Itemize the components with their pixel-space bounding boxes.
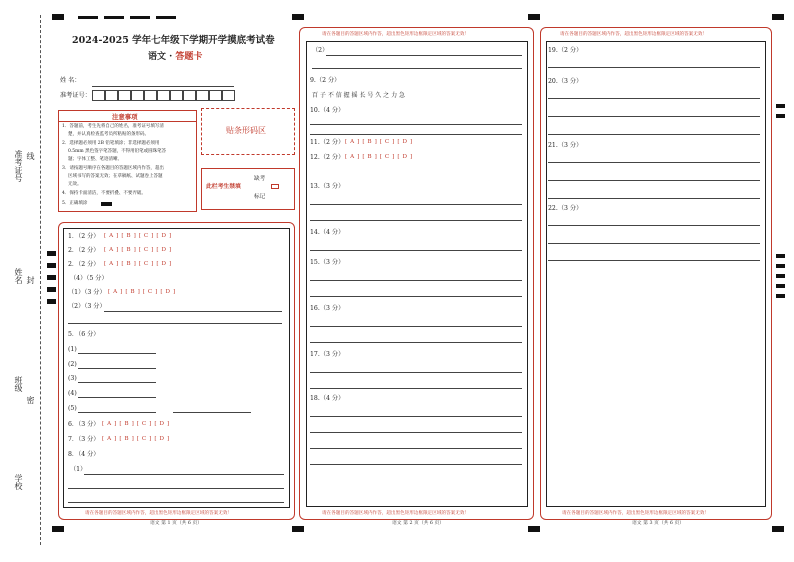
q5-1-label: (1): [68, 346, 77, 353]
q5-label: 5．（6 分）: [68, 331, 100, 338]
timing-mark: [772, 526, 784, 532]
q12-options[interactable]: [ A ] [ B ] [ C ] [ D ]: [345, 154, 413, 160]
answer-line[interactable]: [310, 280, 522, 281]
answer-line[interactable]: [310, 464, 522, 465]
q7-options[interactable]: [ A ] [ B ] [ C ] [ D ]: [102, 436, 170, 442]
q3-label: 2．（2 分）: [68, 261, 100, 268]
boundary-warning: 请在各题目的答题区域内作答，超出黑色矩形边框限定区域的答案无效！: [85, 511, 233, 516]
q7-label: 7．（3 分）: [68, 436, 100, 443]
answer-line[interactable]: [310, 416, 522, 417]
q4-2-label: （2）（3 分）: [68, 303, 106, 310]
timing-mark: [528, 14, 540, 20]
answer-line[interactable]: [78, 368, 156, 369]
q9-label: 9.（2 分）: [310, 77, 341, 84]
answer-line[interactable]: [78, 397, 156, 398]
answer-line[interactable]: [548, 243, 760, 244]
timing-mark: [52, 14, 64, 20]
q4-1-label: （1）（3 分）: [68, 289, 106, 296]
absent-box: [201, 168, 295, 210]
answer-line[interactable]: [548, 260, 760, 261]
q14-label: 14.（4 分）: [310, 229, 345, 236]
timing-mark: [528, 526, 540, 532]
q5-4-label: (4): [68, 390, 77, 397]
q12-label: 12.（2 分）: [310, 154, 345, 161]
notice-item: 楚，并认真检查监考员所粘贴的条形码。: [68, 132, 149, 137]
notice-item: 题；字体工整、笔迹清晰。: [68, 157, 122, 162]
timing-mark: [104, 16, 124, 19]
absent-mark-top: 缺考: [254, 176, 266, 182]
boundary-warning: 请在各题目的答题区域内作答，超出黑色矩形边框限定区域的答案无效！: [562, 511, 710, 516]
q15-label: 15.（3 分）: [310, 259, 345, 266]
q22-label: 22.（3 分）: [548, 205, 583, 212]
timing-mark: [47, 251, 56, 256]
timing-mark: [78, 16, 98, 19]
q8-label: 8．（4 分）: [68, 451, 100, 458]
absent-checkbox[interactable]: [271, 184, 279, 189]
side-label-name: 姓名: [14, 268, 23, 284]
answer-line[interactable]: [548, 180, 760, 181]
answer-line[interactable]: [548, 162, 760, 163]
page-footer: 语文 第 1 页（共 6 页）: [150, 521, 203, 526]
answer-line[interactable]: [548, 198, 760, 199]
answer-line[interactable]: [104, 311, 282, 312]
q21-label: 21.（3 分）: [548, 142, 583, 149]
side-label-seal: 封: [26, 276, 35, 284]
q4-label: （4）（5 分）: [70, 275, 108, 282]
q5-3-label: (3): [68, 375, 77, 382]
barcode-area: [201, 108, 295, 155]
name-field[interactable]: [92, 86, 234, 87]
answer-line[interactable]: [310, 448, 522, 449]
q19-label: 19.（2 分）: [548, 47, 583, 54]
timing-mark: [776, 254, 785, 258]
timing-mark: [292, 526, 304, 532]
answer-card-label: 答题卡: [175, 52, 203, 62]
q1-options[interactable]: [ A ] [ B ] [ C ] [ D ]: [104, 233, 172, 239]
page-title: 2024-2025 学年七年级下学期开学摸底考试卷: [72, 35, 275, 46]
timing-mark: [47, 275, 56, 280]
answer-line[interactable]: [68, 488, 284, 489]
q7-2-label: （2）: [312, 47, 329, 54]
q8-1-label: （1）: [70, 466, 87, 473]
side-label-line: 线: [26, 152, 35, 160]
timing-mark: [292, 14, 304, 20]
q1-label: 1．（2 分）: [68, 233, 100, 240]
timing-mark: [47, 287, 56, 292]
answer-line[interactable]: [84, 474, 284, 475]
absent-label: 此栏考生禁填: [206, 184, 241, 190]
q9-characters: 百 子 不 信 握 摇 长 号 久 之 力 急: [312, 92, 405, 99]
answer-line[interactable]: [68, 323, 282, 324]
q3-options[interactable]: [ A ] [ B ] [ C ] [ D ]: [104, 261, 172, 267]
q5-2-label: (2): [68, 361, 77, 368]
q18-label: 18.（4 分）: [310, 395, 345, 402]
answer-line[interactable]: [310, 326, 522, 327]
answer-line[interactable]: [310, 220, 522, 221]
side-label-secret: 密: [26, 396, 35, 404]
q2-options[interactable]: [ A ] [ B ] [ C ] [ D ]: [104, 247, 172, 253]
timing-mark: [52, 526, 64, 532]
side-label-school: 学校: [14, 474, 23, 490]
notice-item: 1．答题前，考生先将自己的姓名，准考证号填写清: [62, 124, 164, 129]
absent-mark-bottom: 标记: [254, 194, 266, 200]
exam-id-boxes[interactable]: [92, 90, 238, 102]
q4-1-options[interactable]: [ A ] [ B ] [ C ] [ D ]: [108, 289, 176, 295]
q17-label: 17.（3 分）: [310, 351, 345, 358]
answer-line[interactable]: [310, 342, 522, 343]
barcode-area-label: 贴条形码区: [226, 126, 266, 135]
boundary-warning: 请在各题目的答题区域内作答，超出黑色矩形边框限定区域的答案无效！: [322, 511, 470, 516]
q6-label: 6．（3 分）: [68, 421, 100, 428]
page-subtitle: [148, 53, 202, 62]
timing-mark: [47, 299, 56, 304]
q2-label: 2．（2 分）: [68, 247, 100, 254]
answer-line[interactable]: [326, 55, 522, 56]
q11-options[interactable]: [ A ] [ B ] [ C ] [ D ]: [345, 139, 413, 145]
answer-line[interactable]: [78, 412, 156, 413]
answer-line[interactable]: [312, 68, 522, 69]
boundary-warning: 请在各题目的答题区域内作答，超出黑色矩形边框限定区域的答案无效！: [560, 32, 708, 37]
timing-mark: [776, 284, 785, 288]
notice-item: 4．保持卡面清洁，不要折叠、不要弄破。: [62, 191, 146, 196]
timing-mark: [156, 16, 176, 19]
answer-line[interactable]: [548, 116, 760, 117]
timing-mark: [776, 104, 785, 108]
q13-label: 13.（3 分）: [310, 183, 345, 190]
notice-item: 3．请按题号顺序在各题目的答题区域内作答，超出: [62, 166, 164, 171]
answer-line[interactable]: [310, 204, 522, 205]
timing-mark: [130, 16, 150, 19]
answer-line[interactable]: [310, 432, 522, 433]
answer-line[interactable]: [310, 134, 522, 135]
q6-options[interactable]: [ A ] [ B ] [ C ] [ D ]: [102, 421, 170, 427]
q20-label: 20.（3 分）: [548, 78, 583, 85]
timing-mark: [47, 263, 56, 268]
answer-line[interactable]: [548, 134, 760, 135]
answer-line[interactable]: [548, 98, 760, 99]
page-footer: 语文 第 3 页（共 6 页）: [632, 521, 685, 526]
answer-line[interactable]: [548, 225, 760, 226]
side-label-id: 准考证号: [14, 150, 23, 182]
answer-line[interactable]: [310, 296, 522, 297]
answer-line[interactable]: [68, 502, 284, 503]
timing-mark: [772, 14, 784, 20]
answer-line[interactable]: [173, 412, 251, 413]
side-label-class: 班级: [14, 376, 23, 392]
answer-line[interactable]: [310, 388, 522, 389]
answer-line[interactable]: [78, 382, 156, 383]
timing-mark: [776, 264, 785, 268]
filled-sample: [101, 202, 112, 206]
subject-label: 语文 ·: [148, 52, 176, 62]
name-label: 姓 名：: [60, 77, 81, 84]
notice-item: 区域书写的答案无效；在草稿纸、试题卷上答题: [68, 174, 163, 179]
page-footer: 语文 第 2 页（共 6 页）: [392, 521, 445, 526]
answer-line[interactable]: [310, 250, 522, 251]
notice-item: 0.5mm 黑色签字笔答题，不得用铅笔或圆珠笔答: [68, 149, 167, 154]
notice-item: 无效。: [68, 182, 82, 187]
notice-item: 5．正确填涂: [62, 201, 88, 206]
notice-item: 2．选择题必须用 2B 铅笔填涂；非选择题必须用: [62, 141, 160, 146]
answer-line[interactable]: [310, 372, 522, 373]
q11-label: 11.（2 分）: [310, 139, 345, 146]
binding-dashed-line: [40, 15, 41, 545]
q16-label: 16.（3 分）: [310, 305, 345, 312]
timing-mark: [776, 294, 785, 298]
answer-inner-box: [546, 41, 766, 507]
timing-mark: [776, 274, 785, 278]
notice-title: 注意事项: [112, 113, 138, 121]
exam-id-label: 准考证号：: [60, 92, 91, 99]
answer-line[interactable]: [310, 124, 522, 125]
q10-label: 10.（4 分）: [310, 107, 345, 114]
timing-mark: [776, 114, 785, 118]
boundary-warning: 请在各题目的答题区域内作答，超出黑色矩形边框限定区域的答案无效！: [322, 32, 470, 37]
answer-line[interactable]: [548, 67, 760, 68]
answer-line[interactable]: [78, 353, 156, 354]
q5-5-label: (5): [68, 405, 77, 412]
notice-box: [58, 110, 197, 212]
